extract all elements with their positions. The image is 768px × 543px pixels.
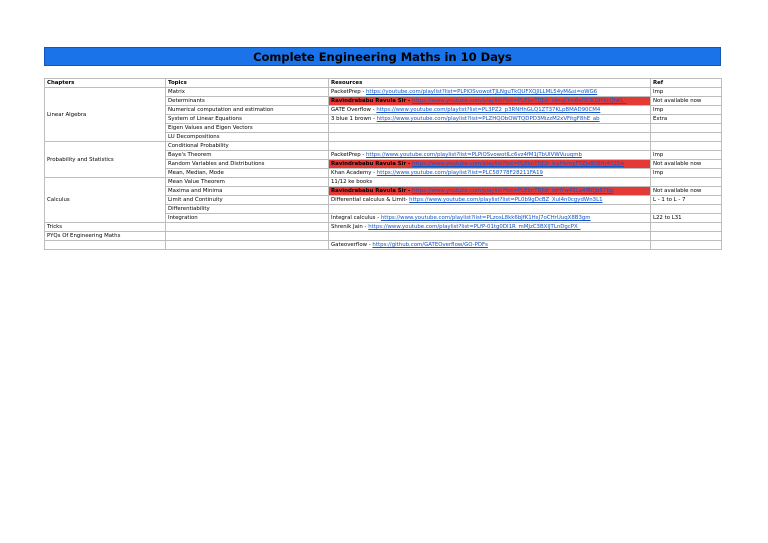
sheet-title: Complete Engineering Maths in 10 Days [253,49,512,64]
resource-cell[interactable] [329,223,651,232]
resource-cell-highlighted[interactable] [329,160,651,169]
sheet-title-bar [44,47,721,66]
ref-cell[interactable]: Imp [651,151,722,160]
header-ref[interactable]: Ref [651,79,722,88]
resource-name: PacketPrep - [331,89,366,95]
topic-cell[interactable]: Maxima and Minima [166,187,329,196]
chapter-cell[interactable] [45,241,166,250]
maths-plan-table [44,78,722,250]
topic-cell[interactable]: Random Variables and Distributions [166,160,329,169]
resource-name: Shrenik Jain - [331,224,369,230]
ref-cell[interactable] [651,205,722,214]
ref-cell[interactable]: L22 to L31 [651,214,722,223]
topic-cell[interactable] [166,241,329,250]
resource-link[interactable]: https://www.youtube.com/playlist?list=PLzosL8kk6bJfK1HsJ7oCHrUuqX8B3gm [380,215,591,221]
topic-cell[interactable]: Limit and Continuity [166,196,329,205]
ref-cell[interactable]: Imp [651,88,722,97]
resource-cell[interactable] [329,115,651,124]
resource-link[interactable]: https://github.com/GATEOverflow/GO-PDFs [372,242,488,248]
resource-name: Gateoverflow - [331,242,373,248]
table-row [45,241,722,250]
resource-link[interactable]: https://www.youtube.com/playlist?list=PL0b9gDcBZ_XuI4n0cgydWn3L1 [409,197,603,203]
header-resources[interactable]: Resources [329,79,651,88]
chapter-calculus[interactable]: Calculus [45,178,166,223]
table-row [45,232,722,241]
resource-cell[interactable] [329,106,651,115]
resource-cell-highlighted[interactable] [329,187,651,196]
topic-cell[interactable]: Baye's Theorem [166,151,329,160]
topic-cell[interactable]: Integration [166,214,329,223]
resource-link[interactable]: https://www.youtube.com/playlist?list=PLEbnTDJUr_IdnqCIrh6vOCIKGHXcQhKL_ [412,98,627,104]
resource-name: PacketPrep - [331,152,366,158]
chapter-pyqs[interactable]: PYQs Of Engineering Maths [45,232,166,241]
resource-cell[interactable] [329,205,651,214]
chapter-probability[interactable]: Probability and Statistics [45,142,166,178]
resource-name: Ravindrababu Ravula Sir - [331,188,413,194]
ref-cell[interactable] [651,133,722,142]
topic-cell[interactable]: Mean Value Theorem [166,178,329,187]
topic-cell[interactable]: Matrix [166,88,329,97]
resource-cell[interactable] [329,151,651,160]
resource-cell[interactable] [329,124,651,133]
resource-cell[interactable] [329,169,651,178]
topic-cell[interactable]: Differentiability [166,205,329,214]
resource-cell[interactable] [329,241,651,250]
resource-cell[interactable] [329,196,651,205]
chapter-linear-algebra[interactable]: Linear Algebra [45,88,166,142]
ref-cell[interactable] [651,223,722,232]
header-row [45,79,722,88]
resource-name: Integral calculus - [331,215,381,221]
resource-name: GATE Overflow - [331,107,377,113]
resource-name: 3 blue 1 brown - [331,116,377,122]
ref-cell[interactable] [651,142,722,151]
resource-link[interactable]: https://www.youtube.com/playlist?list=PLZHQObOWTQDPD3MizzM2xVFitgF8hE_ab [376,116,600,122]
ref-cell[interactable] [651,241,722,250]
ref-cell[interactable]: Not available now [651,160,722,169]
ref-cell[interactable]: Not available now [651,187,722,196]
header-topics[interactable]: Topics [166,79,329,88]
ref-cell[interactable]: Imp [651,169,722,178]
resource-name: Differential calculus & Limit- [331,197,410,203]
topic-cell[interactable] [166,232,329,241]
resource-link[interactable]: https://www.youtube.com/playlist?list=PLPiOSvowotILc6vz4fM1jTbUIVWVuuqmb [366,152,582,158]
resource-link[interactable]: https://www.youtube.com/playlist?list=PL3PZ2_p3RNHhGLQ1ZT37KLpBMAD90CM4 [376,107,601,113]
resource-link[interactable]: https://www.youtube.com/playlist?list=PLfP-01tg0DI1R_mMJzC3BXIJTLnDgcPX_ [368,224,581,230]
resource-cell[interactable]: 11/12 ke books [329,178,651,187]
table-row [45,142,722,151]
topic-cell[interactable]: Numerical computation and estimation [166,106,329,115]
ref-cell[interactable] [651,178,722,187]
resource-name: Khan Academy - [331,170,377,176]
ref-cell[interactable] [651,124,722,133]
ref-cell[interactable]: Not available now [651,97,722,106]
chapter-tricks[interactable]: Tricks [45,223,166,232]
topic-cell[interactable]: Mean, Median, Mode [166,169,329,178]
resource-name: Ravindrababu Ravula Sir - [331,98,413,104]
topic-cell[interactable]: Conditional Probability [166,142,329,151]
resource-cell[interactable] [329,133,651,142]
topic-cell[interactable]: LU Decompositions [166,133,329,142]
resource-cell[interactable] [329,88,651,97]
resource-link[interactable]: https://www.youtube.com/playlist?list=PLC58778F28211FA19 [376,170,543,176]
table-row [45,223,722,232]
resource-cell[interactable] [329,232,651,241]
resource-cell[interactable] [329,214,651,223]
ref-cell[interactable]: Imp [651,106,722,115]
resource-name: Ravindrababu Ravula Sir - [331,161,413,167]
resource-link[interactable]: https://www.youtube.com/playlist?list=PLEbnTDJUr_IcyHvmyFTZJvBiSIHr4Y2SA [412,161,625,167]
ref-cell[interactable]: Extra [651,115,722,124]
topic-cell[interactable]: System of Linear Equations [166,115,329,124]
resource-cell[interactable] [329,142,651,151]
resource-link[interactable]: https://www.youtube.com/playlist?list=PLEbnTDJUr_IeHYw4SLa4fB0jbR7Kp [412,188,614,194]
topic-cell[interactable]: Determinants [166,97,329,106]
resource-cell-highlighted[interactable] [329,97,651,106]
topic-cell[interactable]: Eigen Values and Eigen Vectors [166,124,329,133]
table-row [45,88,722,97]
ref-cell[interactable] [651,232,722,241]
header-chapters[interactable]: Chapters [45,79,166,88]
ref-cell[interactable]: L - 1 to L - 7 [651,196,722,205]
resource-link[interactable]: https://youtube.com/playlist?list=PLPiOSvowotTJLNguTkQUFXQJILLML54yM&si=oWG6 [366,89,598,95]
table-row [45,178,722,187]
topic-cell[interactable] [166,223,329,232]
